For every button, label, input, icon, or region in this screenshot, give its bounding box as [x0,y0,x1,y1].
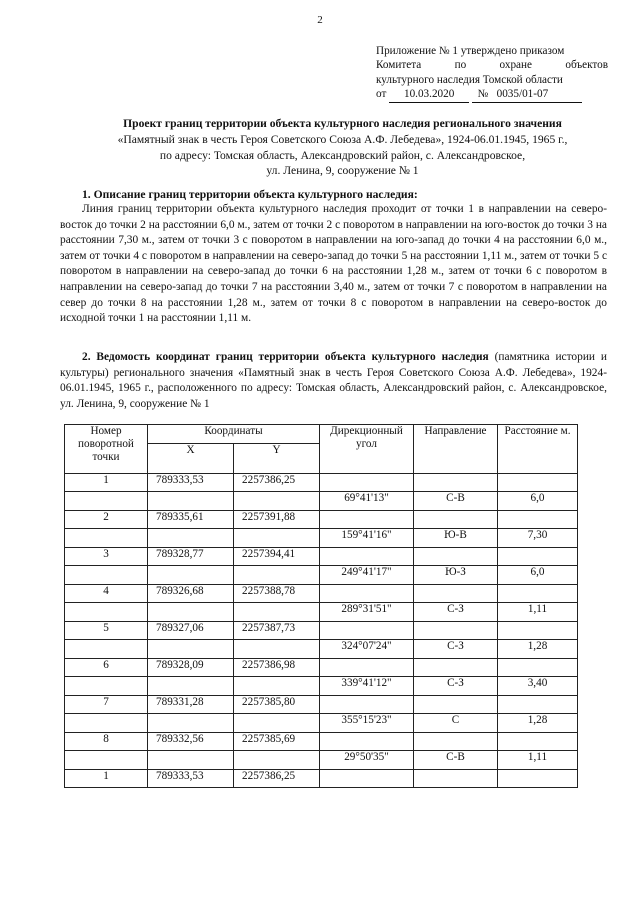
empty-cell [320,510,414,529]
empty-cell [148,492,234,511]
empty-cell [498,695,578,714]
empty-cell [148,566,234,585]
direction: Ю-З [414,566,498,585]
section-2-heading: 2. Ведомость координат границ территории объекта культурного наследия [82,351,489,363]
empty-cell [148,529,234,548]
empty-cell [320,473,414,492]
coord-x: 789333,53 [148,473,234,492]
empty-cell [148,677,234,696]
appendix-line-1: Приложение № 1 утверждено приказом [376,45,565,57]
table-header-row [65,425,578,444]
empty-cell [414,547,498,566]
empty-cell [320,658,414,677]
direction: С-З [414,677,498,696]
empty-cell [320,547,414,566]
coord-y: 2257385,80 [234,695,320,714]
direction-angle: 324°07'24" [320,640,414,659]
empty-cell [320,769,414,788]
header-distance: Расстояние м. [498,425,578,474]
empty-cell [234,677,320,696]
table-row-point [65,658,578,677]
distance: 1,28 [498,714,578,733]
distance: 6,0 [498,566,578,585]
table-row-point [65,769,578,788]
direction: С-В [414,492,498,511]
coord-y: 2257386,25 [234,473,320,492]
point-number: 8 [65,732,148,751]
point-number: 1 [65,473,148,492]
point-number: 4 [65,584,148,603]
empty-cell [498,473,578,492]
empty-cell [414,510,498,529]
empty-cell [234,603,320,622]
coord-y: 2257388,78 [234,584,320,603]
point-number: 1 [65,769,148,788]
direction-angle: 29°50'35" [320,751,414,770]
direction-angle: 339°41'12" [320,677,414,696]
coord-x: 789335,61 [148,510,234,529]
appendix-approval-block [376,44,608,103]
coord-y: 2257386,98 [234,658,320,677]
empty-cell [234,566,320,585]
point-number: 6 [65,658,148,677]
distance: 1,11 [498,751,578,770]
table-row-point [65,473,578,492]
table-row-point [65,695,578,714]
point-number: 2 [65,510,148,529]
empty-cell [414,621,498,640]
section-1-heading: 1. Описание границ территории объекта культурного наследия: [82,188,418,201]
coord-x: 789327,06 [148,621,234,640]
empty-cell [498,547,578,566]
empty-cell [65,492,148,511]
direction-angle: 289°31'51" [320,603,414,622]
table-row-point [65,732,578,751]
direction: С-В [414,751,498,770]
empty-cell [498,658,578,677]
coord-x: 789326,68 [148,584,234,603]
table-row-segment [65,714,578,733]
direction: С-З [414,603,498,622]
empty-cell [65,640,148,659]
coord-y: 2257391,88 [234,510,320,529]
empty-cell [498,732,578,751]
coord-x: 789332,56 [148,732,234,751]
header-x: X [148,443,234,473]
table-row-point [65,510,578,529]
distance: 7,30 [498,529,578,548]
empty-cell [498,769,578,788]
empty-cell [148,751,234,770]
header-coordinates: Координаты [148,425,320,444]
coord-y: 2257386,25 [234,769,320,788]
coord-x: 789331,28 [148,695,234,714]
empty-cell [65,566,148,585]
empty-cell [148,603,234,622]
appendix-date-line: от 10.03.2020 № 0035/01-07 [376,87,608,102]
empty-cell [148,714,234,733]
header-point: Номер поворотной точки [65,425,148,474]
table-row-point [65,621,578,640]
direction: С [414,714,498,733]
point-number: 7 [65,695,148,714]
empty-cell [65,714,148,733]
direction: С-З [414,640,498,659]
empty-cell [414,584,498,603]
section-2-paragraph: 2. Ведомость координат границ территории объекта культурного наследия (памятника истории и культуры) регионального значения «Памятный знак в честь Героя Советского Союза А.Ф. Лебедева», 1924-06.01.1945, 1965 г., расположенного по адресу: Томская область, Александровский район, с. Александровское, ул. Ленина, 9, сооружение № 1 [60,351,607,410]
coord-y: 2257387,73 [234,621,320,640]
empty-cell [414,695,498,714]
empty-cell [498,621,578,640]
empty-cell [498,584,578,603]
table-row-segment [65,492,578,511]
table-row-segment [65,603,578,622]
direction: Ю-В [414,529,498,548]
coord-y: 2257394,41 [234,547,320,566]
order-date: 10.03.2020 [389,87,469,102]
empty-cell [234,640,320,659]
empty-cell [234,492,320,511]
empty-cell [414,473,498,492]
empty-cell [320,695,414,714]
distance: 6,0 [498,492,578,511]
empty-cell [65,603,148,622]
point-number: 5 [65,621,148,640]
order-number-field: № 0035/01-07 [472,87,582,102]
table-row-segment [65,566,578,585]
coord-y: 2257385,69 [234,732,320,751]
header-direction: Направление [414,425,498,474]
page-number: 2 [317,14,323,26]
appendix-line-3: культурного наследия Томской области [376,73,563,86]
document-title: Проект границ территории объекта культурного наследия регионального значения «Памятный знак в честь Героя Советского Союза А.Ф. Лебедева», 1924-06.01.1945, 1965 г., по адресу: Томская область, Александровский район, с. Александровское, ул. Ленина, 9, сооружение № 1 [117,117,568,178]
direction-angle: 159°41'16" [320,529,414,548]
empty-cell [414,732,498,751]
table-row-segment [65,677,578,696]
direction-angle: 69°41'13" [320,492,414,511]
table-row-point [65,584,578,603]
section-1-text: Линия границ территории объекта культурного наследия проходит от точки 1 в направлении на северо-восток до точки 2 на расстоянии 6,0 м., затем от точки 2 с поворотом в направлении на юго-восток до точки 3 на расстоянии 7,30 м., затем от точки 3 с поворотом в направлении на юго-запад до точки 4 на расстоянии 6,0 м., затем от точки 4 с поворотом в направлении на северо-запад до точки 5 на расстоянии 1,11 м., затем от точки 5 с поворотом в направлении на северо-запад до точки 6 на расстоянии 1,28 м., затем от точки 6 с поворотом в направлении на северо-запад до точки 7 на расстоянии 3,40 м., затем от точки 7 с поворотом в направлении на север до точки 8 на расстоянии 1,28 м., затем от точки 8 с поворотом в направлении на северо-восток до исходной точки 1 на расстоянии 1,11 м. [60,203,607,325]
empty-cell [65,751,148,770]
header-angle: Дирекционный угол [320,425,414,474]
empty-cell [148,640,234,659]
table-row-segment [65,640,578,659]
empty-cell [65,677,148,696]
header-y: Y [234,443,320,473]
point-number: 3 [65,547,148,566]
coord-x: 789328,77 [148,547,234,566]
direction-angle: 249°41'17" [320,566,414,585]
distance: 1,11 [498,603,578,622]
distance: 3,40 [498,677,578,696]
coordinates-table [64,424,578,788]
empty-cell [320,732,414,751]
order-number: 0035/01-07 [496,88,549,101]
appendix-line-2: Комитета по охране объектов [376,59,609,72]
empty-cell [234,714,320,733]
empty-cell [414,658,498,677]
coord-x: 789333,53 [148,769,234,788]
table-row-segment [65,751,578,770]
empty-cell [234,529,320,548]
empty-cell [414,769,498,788]
empty-cell [234,751,320,770]
empty-cell [320,621,414,640]
empty-cell [498,510,578,529]
table-row-point [65,547,578,566]
coord-x: 789328,09 [148,658,234,677]
distance: 1,28 [498,640,578,659]
empty-cell [320,584,414,603]
table-row-segment [65,529,578,548]
direction-angle: 355°15'23" [320,714,414,733]
empty-cell [65,529,148,548]
